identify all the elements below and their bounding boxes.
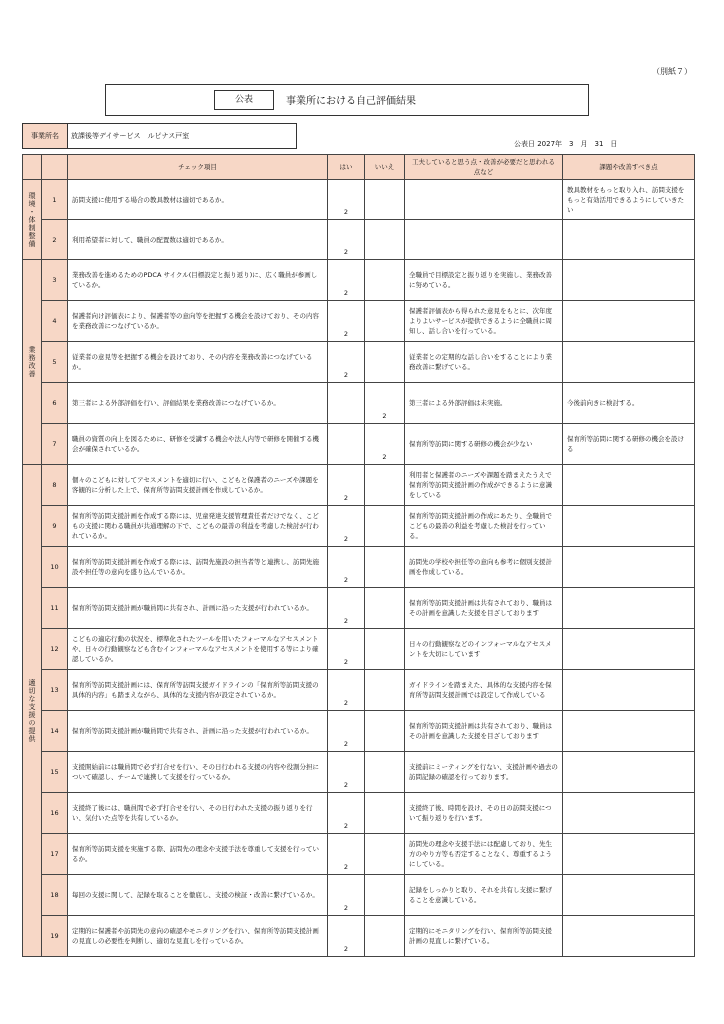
- improvement-note: 保護者評価表から得られた意見をもとに、次年度よりよいサービスが提供できるように全職員に周知し、話し合いを行っている。: [405, 301, 563, 342]
- no-count: [365, 875, 405, 916]
- improvement-note: 全職員で目標設定と振り返りを実施し、業務改善に努めている。: [405, 260, 563, 301]
- no-count: [365, 670, 405, 711]
- no-count: [365, 465, 405, 506]
- yes-count: 2: [328, 506, 365, 547]
- table-body: [23, 180, 695, 957]
- no-count: [365, 916, 405, 957]
- header-no: いいえ: [365, 155, 405, 180]
- header-blank-1: [23, 155, 42, 180]
- yes-count: 2: [328, 547, 365, 588]
- improvement-note: [405, 180, 563, 220]
- yes-count: [328, 383, 365, 424]
- check-item: 保育所等訪問支援を実施する際、訪問先の理念や支援手法を尊重して支援を行っているか。: [68, 834, 328, 875]
- issue-note: [563, 875, 695, 916]
- row-number: 10: [42, 547, 68, 588]
- category-cell: [23, 260, 42, 465]
- no-count: [365, 220, 405, 260]
- table-row: [23, 629, 695, 670]
- check-item: 保育所等訪問支援計画が職員間に共有され、計画に沿った支援が行われているか。: [68, 588, 328, 629]
- table-row: [23, 588, 695, 629]
- table-row: [23, 301, 695, 342]
- office-label: 事業所名: [23, 124, 68, 148]
- issue-note: [563, 220, 695, 260]
- yes-count: 2: [328, 220, 365, 260]
- yes-count: 2: [328, 670, 365, 711]
- no-count: 2: [365, 424, 405, 465]
- issue-note: [563, 342, 695, 383]
- improvement-note: 保育所等訪問に関する研修の機会が少ない: [405, 424, 563, 465]
- row-number: 19: [42, 916, 68, 957]
- issue-note: [563, 629, 695, 670]
- improvement-note: 保育所等訪問支援計画は共有されており、職員はその計画を意識した支援を目ざしております: [405, 588, 563, 629]
- issue-note: [563, 752, 695, 793]
- improvement-note: 訪問先の理念や支援手法には配慮しており、先生方のやり方等も否定することなく、尊重するようにしている。: [405, 834, 563, 875]
- header-improve: 工夫していると思う点・改善が必要だと思われる点など: [405, 155, 563, 180]
- yes-count: 2: [328, 834, 365, 875]
- table-row: [23, 875, 695, 916]
- check-item: 保育所等訪問支援計画には、保育所等訪問支援ガイドラインの「保育所等訪問支援の具体的内容」も踏まえながら、具体的な支援内容が設定されているか。: [68, 670, 328, 711]
- table-row: [23, 383, 695, 424]
- table-row: [23, 180, 695, 220]
- yes-count: 2: [328, 180, 365, 220]
- row-number: 4: [42, 301, 68, 342]
- improvement-note: 定期的にモニタリングを行い、保育所等訪問支援計画の見直しに繋げている。: [405, 916, 563, 957]
- check-item: 定期的に保護者や訪問先の意向の確認やモニタリングを行い、保育所等訪問支援計画の見直しの必要性を判断し、適切な見直しを行っているか。: [68, 916, 328, 957]
- row-number: 15: [42, 752, 68, 793]
- page-title: 事業所における自己評価結果: [286, 96, 416, 107]
- no-count: [365, 260, 405, 301]
- table-row: [23, 465, 695, 506]
- office-box: [22, 123, 297, 149]
- yes-count: 2: [328, 342, 365, 383]
- yes-count: 2: [328, 711, 365, 752]
- no-count: [365, 588, 405, 629]
- category-cell: [23, 465, 42, 957]
- yes-count: 2: [328, 301, 365, 342]
- issue-note: 保育所等訪問に関する研修の機会を設ける: [563, 424, 695, 465]
- appendix-note: （別紙７）: [652, 67, 692, 76]
- row-number: 9: [42, 506, 68, 547]
- row-number: 11: [42, 588, 68, 629]
- issue-note: [563, 465, 695, 506]
- table-row: [23, 793, 695, 834]
- yes-count: 2: [328, 793, 365, 834]
- no-count: [365, 506, 405, 547]
- table-row: [23, 506, 695, 547]
- issue-note: [563, 588, 695, 629]
- yes-count: 2: [328, 465, 365, 506]
- header-yes: はい: [328, 155, 365, 180]
- row-number: 5: [42, 342, 68, 383]
- no-count: [365, 711, 405, 752]
- improvement-note: 記録をしっかりと取り、それを共有し支援に繋げることを意識している。: [405, 875, 563, 916]
- no-count: [365, 547, 405, 588]
- no-count: 2: [365, 383, 405, 424]
- check-item: こどもの適応行動の状況を、標準化されたツールを用いたフォーマルなアセスメントや、日々の行動観察なども含むインフォーマルなアセスメントを使用する等により確認しているか。: [68, 629, 328, 670]
- check-item: 利用希望者に対して、職員の配置数は適切であるか。: [68, 220, 328, 260]
- no-count: [365, 793, 405, 834]
- issue-note: [563, 793, 695, 834]
- improvement-note: ガイドラインを踏まえた、具体的な支援内容を保育所等訪問支援計画では設定して作成している: [405, 670, 563, 711]
- check-item: 業務改善を進めるためのPDCA サイクル(目標設定と振り返り)に、広く職員が参画しているか。: [68, 260, 328, 301]
- category-label: 適切な支援の提供: [28, 678, 36, 743]
- improvement-note: 従業者との定期的な話し合いをすることにより業務改善に繋げている。: [405, 342, 563, 383]
- no-count: [365, 180, 405, 220]
- table-row: [23, 342, 695, 383]
- check-item: 保護者向け評価表により、保護者等の意向等を把握する機会を設けており、その内容を業務改善につなげているか。: [68, 301, 328, 342]
- yes-count: 2: [328, 260, 365, 301]
- table-row: [23, 916, 695, 957]
- header-check: チェック項目: [68, 155, 328, 180]
- improvement-note: 日々の行動観察などのインフォーマルなアセスメントを大切にしています: [405, 629, 563, 670]
- table-row: [23, 220, 695, 260]
- yes-count: 2: [328, 629, 365, 670]
- row-number: 14: [42, 711, 68, 752]
- table-row: [23, 424, 695, 465]
- improvement-note: 支援前にミーティングを行ない、支援計画や過去の訪問記録の確認を行っております。: [405, 752, 563, 793]
- check-item: 職員の資質の向上を図るために、研修を受講する機会や法人内等で研修を開催する機会が確保されているか。: [68, 424, 328, 465]
- check-item: 個々のこどもに対してアセスメントを適切に行い、こどもと保護者のニーズや課題を客観的に分析した上で、保育所等訪問支援計画を作成しているか。: [68, 465, 328, 506]
- header-issues: 課題や改善すべき点: [563, 155, 695, 180]
- row-number: 16: [42, 793, 68, 834]
- row-number: 17: [42, 834, 68, 875]
- issue-note: 教具教材をもっと取り入れ、訪問支援をもっと有効活用できるようにしていきたい: [563, 180, 695, 220]
- row-number: 18: [42, 875, 68, 916]
- issue-note: 今後前向きに検討する。: [563, 383, 695, 424]
- issue-note: [563, 916, 695, 957]
- yes-count: 2: [328, 875, 365, 916]
- improvement-note: 訪問先の学校や担任等の意向も参考に個別支援計画を作成している。: [405, 547, 563, 588]
- header-blank-2: [42, 155, 68, 180]
- issue-note: [563, 301, 695, 342]
- improvement-note: [405, 220, 563, 260]
- evaluation-table: [22, 154, 695, 957]
- office-name: 放課後等デイサービス ルピナス戸室: [71, 132, 190, 140]
- improvement-note: 利用者と保護者のニーズや課題を踏まえたうえで保育所等訪問支援計画の作成ができるように意識をしている: [405, 465, 563, 506]
- check-item: 保育所等訪問支援計画を作成する際には、訪問先施設の担当者等と連携し、訪問先施設や担任等の意向を盛り込んでいるか。: [68, 547, 328, 588]
- header-row: [23, 155, 695, 180]
- table-row: [23, 752, 695, 793]
- category-label: 環境・体制整備: [28, 191, 36, 248]
- check-item: 保育所等訪問支援計画を作成する際には、児童発達支援管理責任者だけでなく、こどもの支援に関わる職員が共通理解の下で、こどもの最善の利益を考慮した検討が行われているか。: [68, 506, 328, 547]
- row-number: 2: [42, 220, 68, 260]
- issue-note: [563, 260, 695, 301]
- category-label: 業務改善: [28, 346, 36, 378]
- row-number: 6: [42, 383, 68, 424]
- issue-note: [563, 670, 695, 711]
- improvement-note: 支援終了後、時間を設け、その日の訪問支援について振り返りを行います。: [405, 793, 563, 834]
- issue-note: [563, 834, 695, 875]
- row-number: 13: [42, 670, 68, 711]
- check-item: 保育所等訪問支援計画が職員間で共有され、計画に沿った支援が行われているか。: [68, 711, 328, 752]
- improvement-note: 第三者による外部評価は未実施。: [405, 383, 563, 424]
- check-item: 従業者の意見等を把握する機会を設けており、その内容を業務改善につなげているか。: [68, 342, 328, 383]
- yes-count: [328, 424, 365, 465]
- improvement-note: 保育所等訪問支援計画は共有されており、職員はその計画を意識した支援を目ざしております: [405, 711, 563, 752]
- check-item: 第三者による外部評価を行い、評価結果を業務改善につなげているか。: [68, 383, 328, 424]
- issue-note: [563, 547, 695, 588]
- no-count: [365, 342, 405, 383]
- improvement-note: 保育所等訪問支援計画の作成にあたり、全職員でこどもの最善の利益を考慮した検討を行っている。: [405, 506, 563, 547]
- table-row: [23, 547, 695, 588]
- check-item: 毎回の支援に関して、記録を取ることを徹底し、支援の検証・改善に繋げているか。: [68, 875, 328, 916]
- check-item: 支援終了後には、職員間で必ず打合せを行い、その日行われた支援の振り返りを行い、気付いた点等を共有しているか。: [68, 793, 328, 834]
- row-number: 8: [42, 465, 68, 506]
- no-count: [365, 301, 405, 342]
- category-cell: [23, 180, 42, 260]
- table-row: [23, 260, 695, 301]
- check-item: 訪問支援に使用する場合の教具教材は適切であるか。: [68, 180, 328, 220]
- yes-count: 2: [328, 916, 365, 957]
- title-box: [105, 84, 589, 116]
- row-number: 1: [42, 180, 68, 220]
- no-count: [365, 629, 405, 670]
- issue-note: [563, 711, 695, 752]
- row-number: 12: [42, 629, 68, 670]
- no-count: [365, 834, 405, 875]
- no-count: [365, 752, 405, 793]
- public-label: 公表: [214, 90, 274, 110]
- yes-count: 2: [328, 588, 365, 629]
- issue-note: [563, 506, 695, 547]
- yes-count: 2: [328, 752, 365, 793]
- row-number: 3: [42, 260, 68, 301]
- row-number: 7: [42, 424, 68, 465]
- check-item: 支援開始前には職員間で必ず打合せを行い、その日行われる支援の内容や役割分担について確認し、チームで連携して支援を行っているか。: [68, 752, 328, 793]
- publication-date: 公表日 2027年 3 月 31 日: [514, 140, 618, 148]
- table-row: [23, 670, 695, 711]
- table-row: [23, 711, 695, 752]
- table-row: [23, 834, 695, 875]
